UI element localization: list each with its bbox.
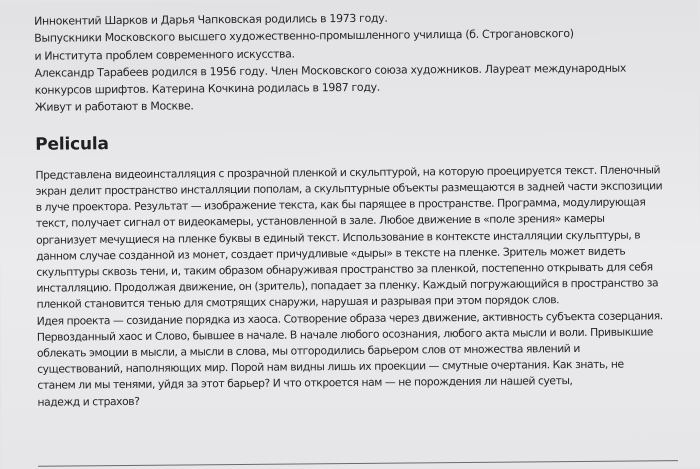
description-line: экран делит пространство инсталляции пополам, а скульптурные объекты размещаются в задней части экспозиции <box>35 179 663 198</box>
bio-line: конкурсов шрифтов. Катерина Кочкина родилась в 1987 году. <box>34 80 380 97</box>
description-line: пленкой становится тенью для смотрящих снаружи, нарушая и разрывая при этом порядок слов. <box>36 293 560 312</box>
bio-line: Выпускники Московского высшего художественно-промышленного училища (б. Строгановского) <box>34 27 574 46</box>
work-title: Pelicula <box>35 133 109 155</box>
description-line: текст, получает сигнал от видеокамеры, установленной в зале. Любое движение в «поле зрения» камеры <box>35 212 605 231</box>
description-line: в луче проектора. Результат — изображение текста, как бы парящее в пространстве. Программа, модулирующая <box>35 195 646 214</box>
bio-line: Иннокентий Шарков и Дарья Чапковская родились в 1973 году. <box>34 11 388 28</box>
description-line: организует мечущиеся на пленке буквы в единый текст. Использование в контексте инсталляции скульптуры, в <box>35 228 641 247</box>
bio-line: Живут и работают в Москве. <box>34 99 194 115</box>
bio-line: Александр Тарабеев родился в 1956 году. Член Московского союза художников. Лауреат международных <box>34 61 627 80</box>
description-line: Идея проекта — созидание порядка из хаоса. Сотворение образа через движение, активность субъекта созерцания. <box>36 308 663 328</box>
description-line: существований, наполняющих мир. Порой нам видны лишь их проекции — смутные очертания. Как знать, не <box>37 357 624 376</box>
description-line: данном случае созданной из монет, создает причудливые «дыры» в тексте на пленке. Зритель может видеть <box>36 244 626 263</box>
description-line: станем ли мы тенями, уйдя за этот барьер? И что откроется нам — не порождения ли нашей суеты, <box>37 374 573 393</box>
description-line: инсталляцию. Продолжая движение, он (зритель), попадает за пленку. Каждый погружающийся в пространство за <box>36 276 659 295</box>
description-line: скульптуры сквозь тени, и, таким образом обнаруживая пространство за пленкой, постепенно открывать для себя <box>36 260 653 279</box>
description-line: Представлена видеоинсталляция с прозрачной пленкой и скульптурой, на которую проецируется текст. Пленочный <box>35 163 661 182</box>
description-line: Первозданный хаос и Слово, бывшее в начале. В начале любого осознания, любого акта мысли и воли. Привыкшие <box>36 325 654 344</box>
bio-line: и Института проблем современного искусства. <box>34 47 295 63</box>
work-description <box>35 162 683 411</box>
description-line: надежд и страхов? <box>37 394 140 409</box>
artists-bio <box>34 7 681 116</box>
bottom-divider <box>38 460 678 467</box>
description-line: облекать эмоции в мысли, а мысли в слова, мы отгородились барьером слов от множества явлений и <box>36 342 580 360</box>
